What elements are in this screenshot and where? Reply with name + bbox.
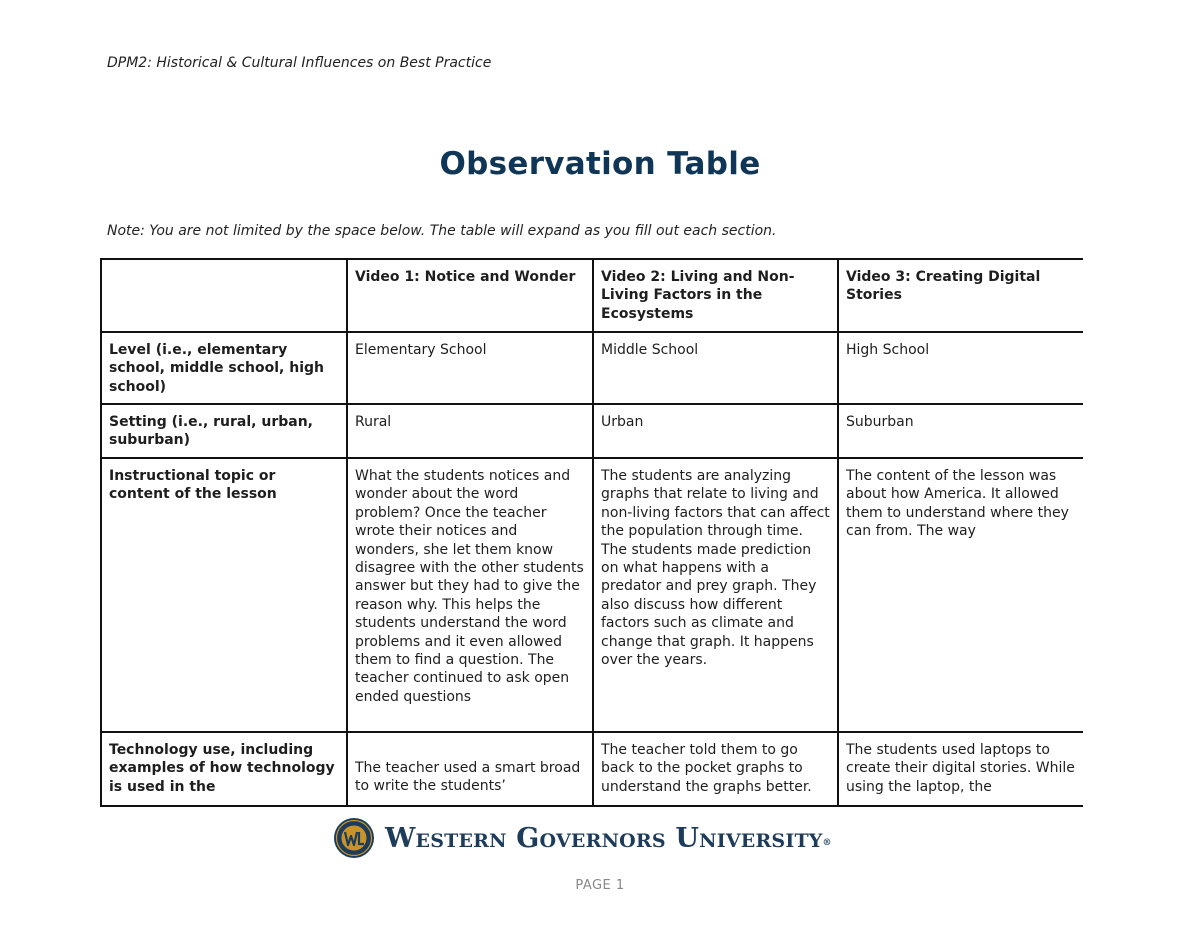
row-label-instructional-topic: Instructional topic or content of the lesson [101,458,347,732]
table-header-video-2[interactable]: Video 2: Living and Non-Living Factors in the Ecosystems [593,259,838,332]
table-header-row [101,259,1083,332]
university-seal-icon [333,817,375,859]
table-row-instructional-topic [101,458,1083,732]
table-cell[interactable]: Middle School [593,332,838,404]
table-row-technology-use [101,732,1083,807]
university-wordmark [385,823,832,854]
wgu-logo [333,817,843,863]
table-header-video-1[interactable]: Video 1: Notice and Wonder [347,259,593,332]
row-label-technology-use: Technology use, including examples of how technology is used in the [101,732,347,807]
table-row-setting [101,404,1083,458]
row-label-level: Level (i.e., elementary school, middle school, high school) [101,332,347,404]
table-header-video-3[interactable]: Video 3: Creating Digital Stories [838,259,1083,332]
table-cell[interactable]: What the students notices and wonder about the word problem? Once the teacher wrote their notices and wonders, she let them know disagree with the other students answer but they had to give the reason why. This helps the students understand the word problems and it even allowed them to find a question. The teacher continued to ask open ended questions [347,458,593,732]
page-title: Observation Table [439,146,761,182]
table-cell[interactable]: Elementary School [347,332,593,404]
table-cell[interactable]: High School [838,332,1083,404]
table-cell[interactable]: Suburban [838,404,1083,458]
table-row-level [101,332,1083,404]
page-number: PAGE 1 [575,878,625,893]
trademark-mark: ® [822,838,832,848]
table-cell[interactable]: The teacher told them to go back to the pocket graphs to understand the graphs better. [593,732,838,807]
row-label-setting: Setting (i.e., rural, urban, suburban) [101,404,347,458]
wordmark-text: Western Governors University [385,823,823,854]
observation-table [100,258,1083,807]
observation-table-container [100,258,1083,807]
note-text: Note: You are not limited by the space below. The table will expand as you fill out each section. [107,223,777,239]
table-cell[interactable]: Rural [347,404,593,458]
table-cell[interactable]: The students used laptops to create their digital stories. While using the laptop, the [838,732,1083,807]
table-cell[interactable]: Urban [593,404,838,458]
document-header: DPM2: Historical & Cultural Influences on Best Practice [107,55,492,71]
table-header-cell-empty[interactable] [101,259,347,332]
table-cell[interactable] [347,732,593,807]
table-cell[interactable]: The students are analyzing graphs that relate to living and non-living factors that can affect the population through time. The students made prediction on what happens with a predator and prey graph. They also discuss how different factors such as climate and change that graph. It happens over the years. [593,458,838,732]
cell-text: The teacher used a smart broad to write the students’ [355,760,581,795]
table-cell[interactable]: The content of the lesson was about how America. It allowed them to understand where they can from. The way [838,458,1083,732]
